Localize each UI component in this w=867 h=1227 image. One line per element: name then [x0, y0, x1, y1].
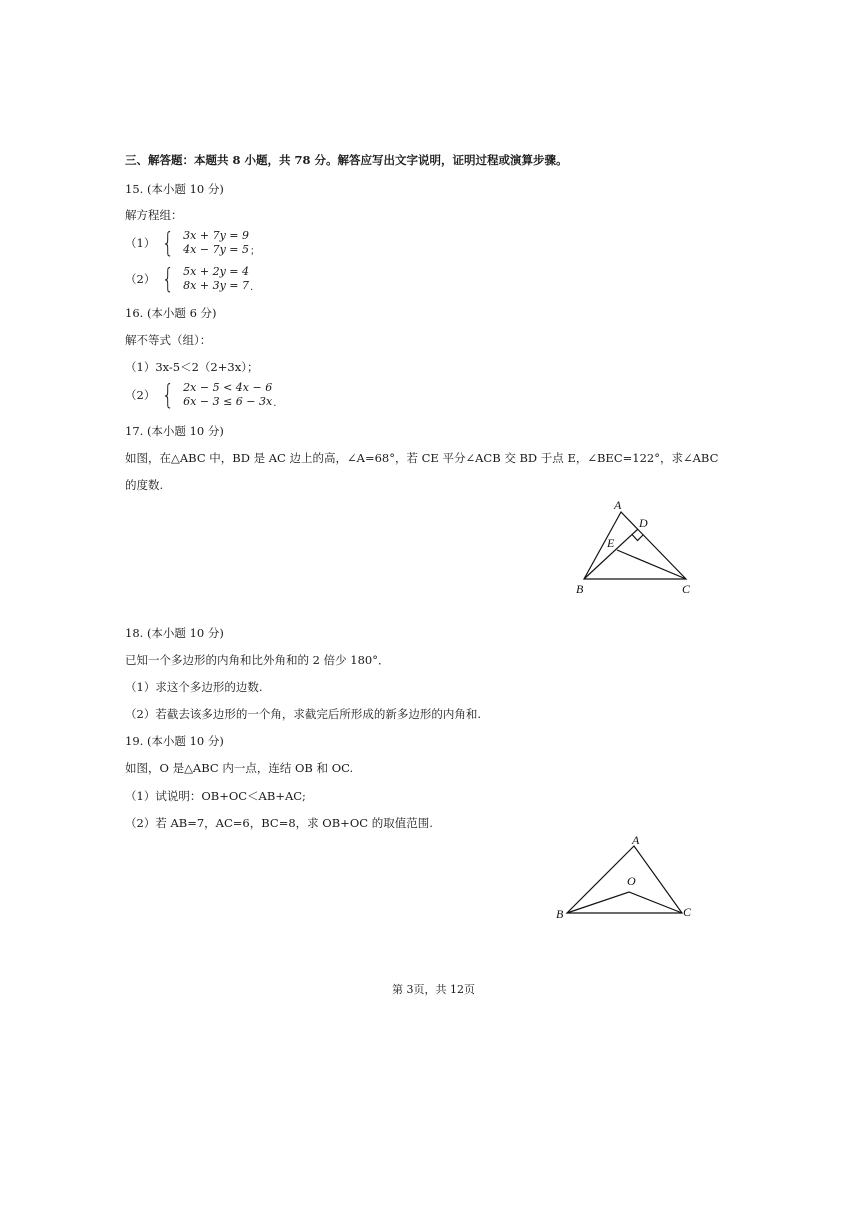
- q19-header: 19. (本小题 10 分): [125, 734, 224, 748]
- figure-label-a: A: [632, 833, 640, 847]
- q18-text: 已知一个多边形的内角和比外角和的 2 倍少 180°．: [125, 653, 390, 667]
- q18-part1: （1）求这个多边形的边数.: [125, 680, 263, 694]
- q18-part2: （2）若截去该多边形的一个角，求截完后所形成的新多边形的内角和.: [125, 707, 481, 721]
- figure-label-e: E: [607, 536, 615, 550]
- q15-sys1-tail: ；: [250, 246, 260, 257]
- q16-prompt: 解不等式（组）：: [125, 333, 212, 347]
- q15-sys2-eq1: 5x + 2y = 4: [183, 265, 249, 278]
- q17-header: 17. (本小题 10 分): [125, 424, 224, 438]
- q15-sys1-label: （1）: [125, 236, 156, 250]
- figure-label-b: B: [556, 907, 564, 921]
- q16-sys2-label: （2）: [125, 388, 156, 402]
- q15-prompt: 解方程组：: [125, 208, 183, 222]
- section-heading: 三、解答题：本题共 8 小题，共 78 分。解答应写出文字说明，证明过程或演算步骤。: [125, 153, 568, 167]
- q19-text: 如图，O 是△ABC 内一点，连结 OB 和 OC.: [125, 761, 354, 775]
- figure-label-c: C: [683, 905, 692, 919]
- q15-sys1-eq1: 3x + 7y = 9: [183, 229, 249, 242]
- q15-header: 15. (本小题 10 分): [125, 182, 224, 196]
- figure-label-a: A: [614, 498, 622, 512]
- q16-header: 16. (本小题 6 分): [125, 306, 217, 320]
- q17-triangle-figure: [570, 495, 700, 600]
- q15-system-2: [125, 262, 254, 295]
- q15-system-1: [125, 226, 260, 259]
- q16-sys2-eq2: 6x − 3 ≤ 6 − 3x: [183, 395, 273, 408]
- left-brace-icon: {: [162, 262, 175, 295]
- q15-sys2-label: （2）: [125, 272, 156, 286]
- q19-triangle-figure: [550, 830, 700, 925]
- q15-sys1-eq2: 4x − 7y = 5: [183, 243, 249, 256]
- q16-system-2: [125, 378, 277, 411]
- q17-text-1: 如图，在△ABC 中，BD 是 AC 边上的高，∠A=68°，若 CE 平分∠ACB 交 BD 于点 E，∠BEC=122°，求∠ABC: [125, 451, 719, 465]
- q16-part1: （1）3x-5＜2（2+3x）；: [125, 360, 259, 374]
- q15-sys2-eq2: 8x + 3y = 7: [183, 279, 249, 292]
- q16-sys2-tail: .: [273, 398, 277, 409]
- q17-text-2: 的度数.: [125, 478, 164, 492]
- q18-header: 18. (本小题 10 分): [125, 626, 224, 640]
- figure-label-d: D: [639, 516, 648, 530]
- figure-label-b: B: [576, 582, 584, 596]
- page-footer: 第 3页，共 12页: [392, 983, 475, 996]
- q19-part1: （1）试说明：OB+OC＜AB+AC;: [125, 789, 306, 803]
- figure-label-o: O: [627, 874, 636, 888]
- left-brace-icon: {: [162, 378, 175, 411]
- q16-sys2-eq1: 2x − 5 < 4x − 6: [183, 381, 273, 394]
- q15-sys2-tail: .: [250, 282, 254, 293]
- q19-part2: （2）若 AB=7，AC=6，BC=8，求 OB+OC 的取值范围.: [125, 816, 433, 830]
- left-brace-icon: {: [162, 226, 175, 259]
- figure-label-c: C: [682, 582, 691, 596]
